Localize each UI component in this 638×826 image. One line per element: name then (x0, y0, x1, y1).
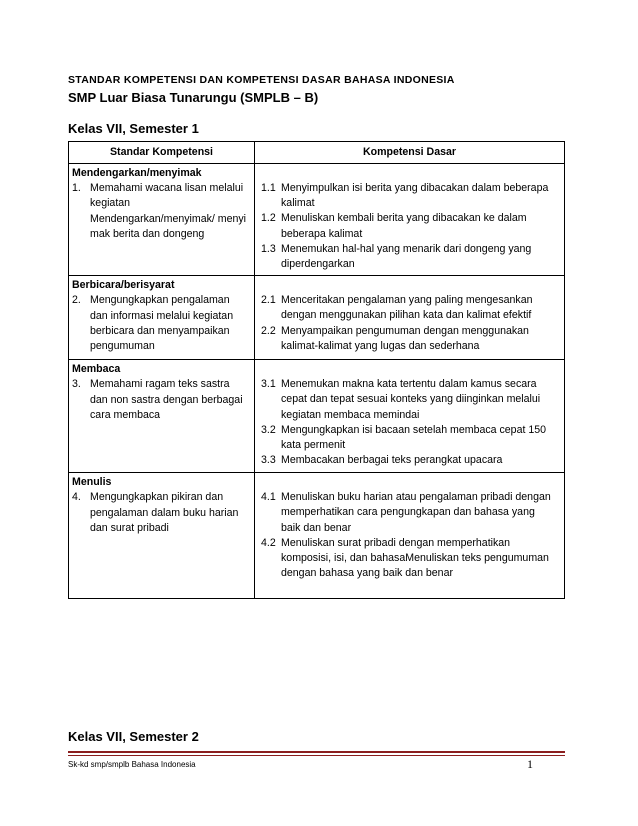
item-number: 2. (72, 294, 81, 307)
standar-kompetensi-cell (69, 276, 255, 360)
kd-number: 1.1 (261, 182, 276, 194)
column-header-kompetensi-dasar: Kompetensi Dasar (255, 142, 565, 164)
kompetensi-dasar-item (261, 536, 556, 582)
standar-kompetensi-item (72, 377, 250, 423)
kd-text: Membacakan berbagai teks perangkat upacara (281, 454, 503, 467)
kd-text: Menceritakan pengalaman yang paling mengesankan dengan menggunakan pilihan kata dan kalimat efektif (281, 294, 533, 322)
kompetensi-dasar-cell (255, 164, 565, 276)
table-row (69, 473, 565, 599)
standar-kompetensi-text: Mengungkapkan pengalaman dan informasi melalui kegiatan berbicara dan menyampaikan pengumuman (90, 294, 234, 353)
standar-kompetensi-cell (69, 473, 255, 599)
column-header-standar-kompetensi: Standar Kompetensi (69, 142, 255, 164)
kd-number: 3.3 (261, 454, 276, 467)
semester-1-heading: Kelas VII, Semester 1 (68, 121, 199, 136)
footer-rule-thin (68, 755, 565, 756)
kompetensi-dasar-item (261, 181, 556, 211)
item-number: 3. (72, 378, 81, 391)
kd-text: Menemukan makna kata tertentu dalam kamus secara cepat dan tepat sesuai konteks yang diinginkan melalui kegiatan membaca memindai (281, 378, 541, 421)
kd-number: 3.2 (261, 423, 276, 436)
standar-kompetensi-item (72, 181, 250, 242)
kd-number: 4.1 (261, 491, 276, 504)
kompetensi-dasar-item (261, 377, 556, 423)
standar-kompetensi-item (72, 293, 250, 354)
kompetensi-dasar-list (261, 362, 556, 468)
document-title: STANDAR KOMPETENSI DAN KOMPETENSI DASAR BAHASA INDONESIA (68, 74, 455, 86)
table-row (69, 164, 565, 276)
skill-aspect-heading: Membaca (72, 363, 121, 376)
document-subtitle: SMP Luar Biasa Tunarungu (SMPLB – B) (68, 90, 319, 105)
table-header-row (69, 142, 565, 164)
kd-number: 1.2 (261, 212, 276, 225)
kd-text: Menuliskan kembali berita yang dibacakan ke dalam beberapa kalimat (281, 212, 527, 240)
kd-text: Menyampaikan pengumuman dengan menggunakan kalimat-kalimat yang lugas dan sederhana (281, 324, 529, 352)
skill-aspect-heading: Menulis (72, 476, 112, 489)
kompetensi-dasar-item (261, 211, 556, 241)
skill-aspect-heading: Mendengarkan/menyimak (72, 167, 202, 179)
kompetensi-dasar-cell (255, 360, 565, 473)
kompetensi-dasar-cell (255, 276, 565, 360)
kd-number: 2.1 (261, 294, 276, 307)
kompetensi-dasar-item (261, 242, 556, 272)
kd-text: Menyimpulkan isi berita yang dibacakan dalam beberapa kalimat (281, 182, 549, 210)
standar-kompetensi-text: Memahami wacana lisan melalui kegiatan Mendengarkan/menyimak/ menyi mak berita dan dongeng (90, 182, 247, 240)
kompetensi-dasar-item (261, 490, 556, 536)
table-row (69, 360, 565, 473)
standar-kompetensi-text: Mengungkapkan pikiran dan pengalaman dalam buku harian dan surat pribadi (90, 491, 239, 534)
standar-kompetensi-cell (69, 360, 255, 473)
kompetensi-dasar-list (261, 278, 556, 354)
kd-text: Menemukan hal-hal yang menarik dari dongeng yang diperdengarkan (281, 242, 532, 271)
kd-text: Mengungkapkan isi bacaan setelah membaca cepat 150 kata permenit (281, 423, 547, 452)
kompetensi-dasar-cell (255, 473, 565, 599)
item-number: 4. (72, 491, 81, 504)
semester-2-heading: Kelas VII, Semester 2 (68, 729, 199, 744)
kompetensi-dasar-list (261, 166, 556, 272)
page-number: 1 (527, 757, 533, 771)
table-row (69, 276, 565, 360)
standar-kompetensi-item (72, 490, 250, 536)
standar-kompetensi-text: Memahami ragam teks sastra dan non sastra dengan berbagai cara membaca (90, 378, 243, 421)
kompetensi-dasar-item (261, 293, 556, 323)
skill-aspect-heading: Berbicara/berisyarat (72, 279, 175, 292)
kd-number: 2.2 (261, 324, 276, 337)
kompetensi-dasar-item (261, 423, 556, 453)
competency-table (68, 141, 565, 599)
footer-rule (68, 751, 565, 753)
kd-number: 3.1 (261, 378, 276, 391)
kd-text: Menuliskan surat pribadi dengan memperhatikan komposisi, isi, dan bahasaMenuliskan teks pengumuman dengan bahasa yang baik dan benar (281, 536, 549, 580)
kompetensi-dasar-item (261, 453, 556, 468)
table-body (69, 164, 565, 599)
standar-kompetensi-cell (69, 164, 255, 276)
kompetensi-dasar-item (261, 324, 556, 354)
kd-number: 1.3 (261, 242, 276, 255)
kd-text: Menuliskan buku harian atau pengalaman pribadi dengan memperhatikan cara pengungkapan dan bahasa yang baik dan benar (281, 491, 551, 534)
kd-number: 4.2 (261, 536, 276, 549)
kompetensi-dasar-list (261, 475, 556, 581)
footer-label: Sk-kd smp/smplb Bahasa Indonesia (68, 760, 196, 769)
item-number: 1. (72, 182, 81, 195)
